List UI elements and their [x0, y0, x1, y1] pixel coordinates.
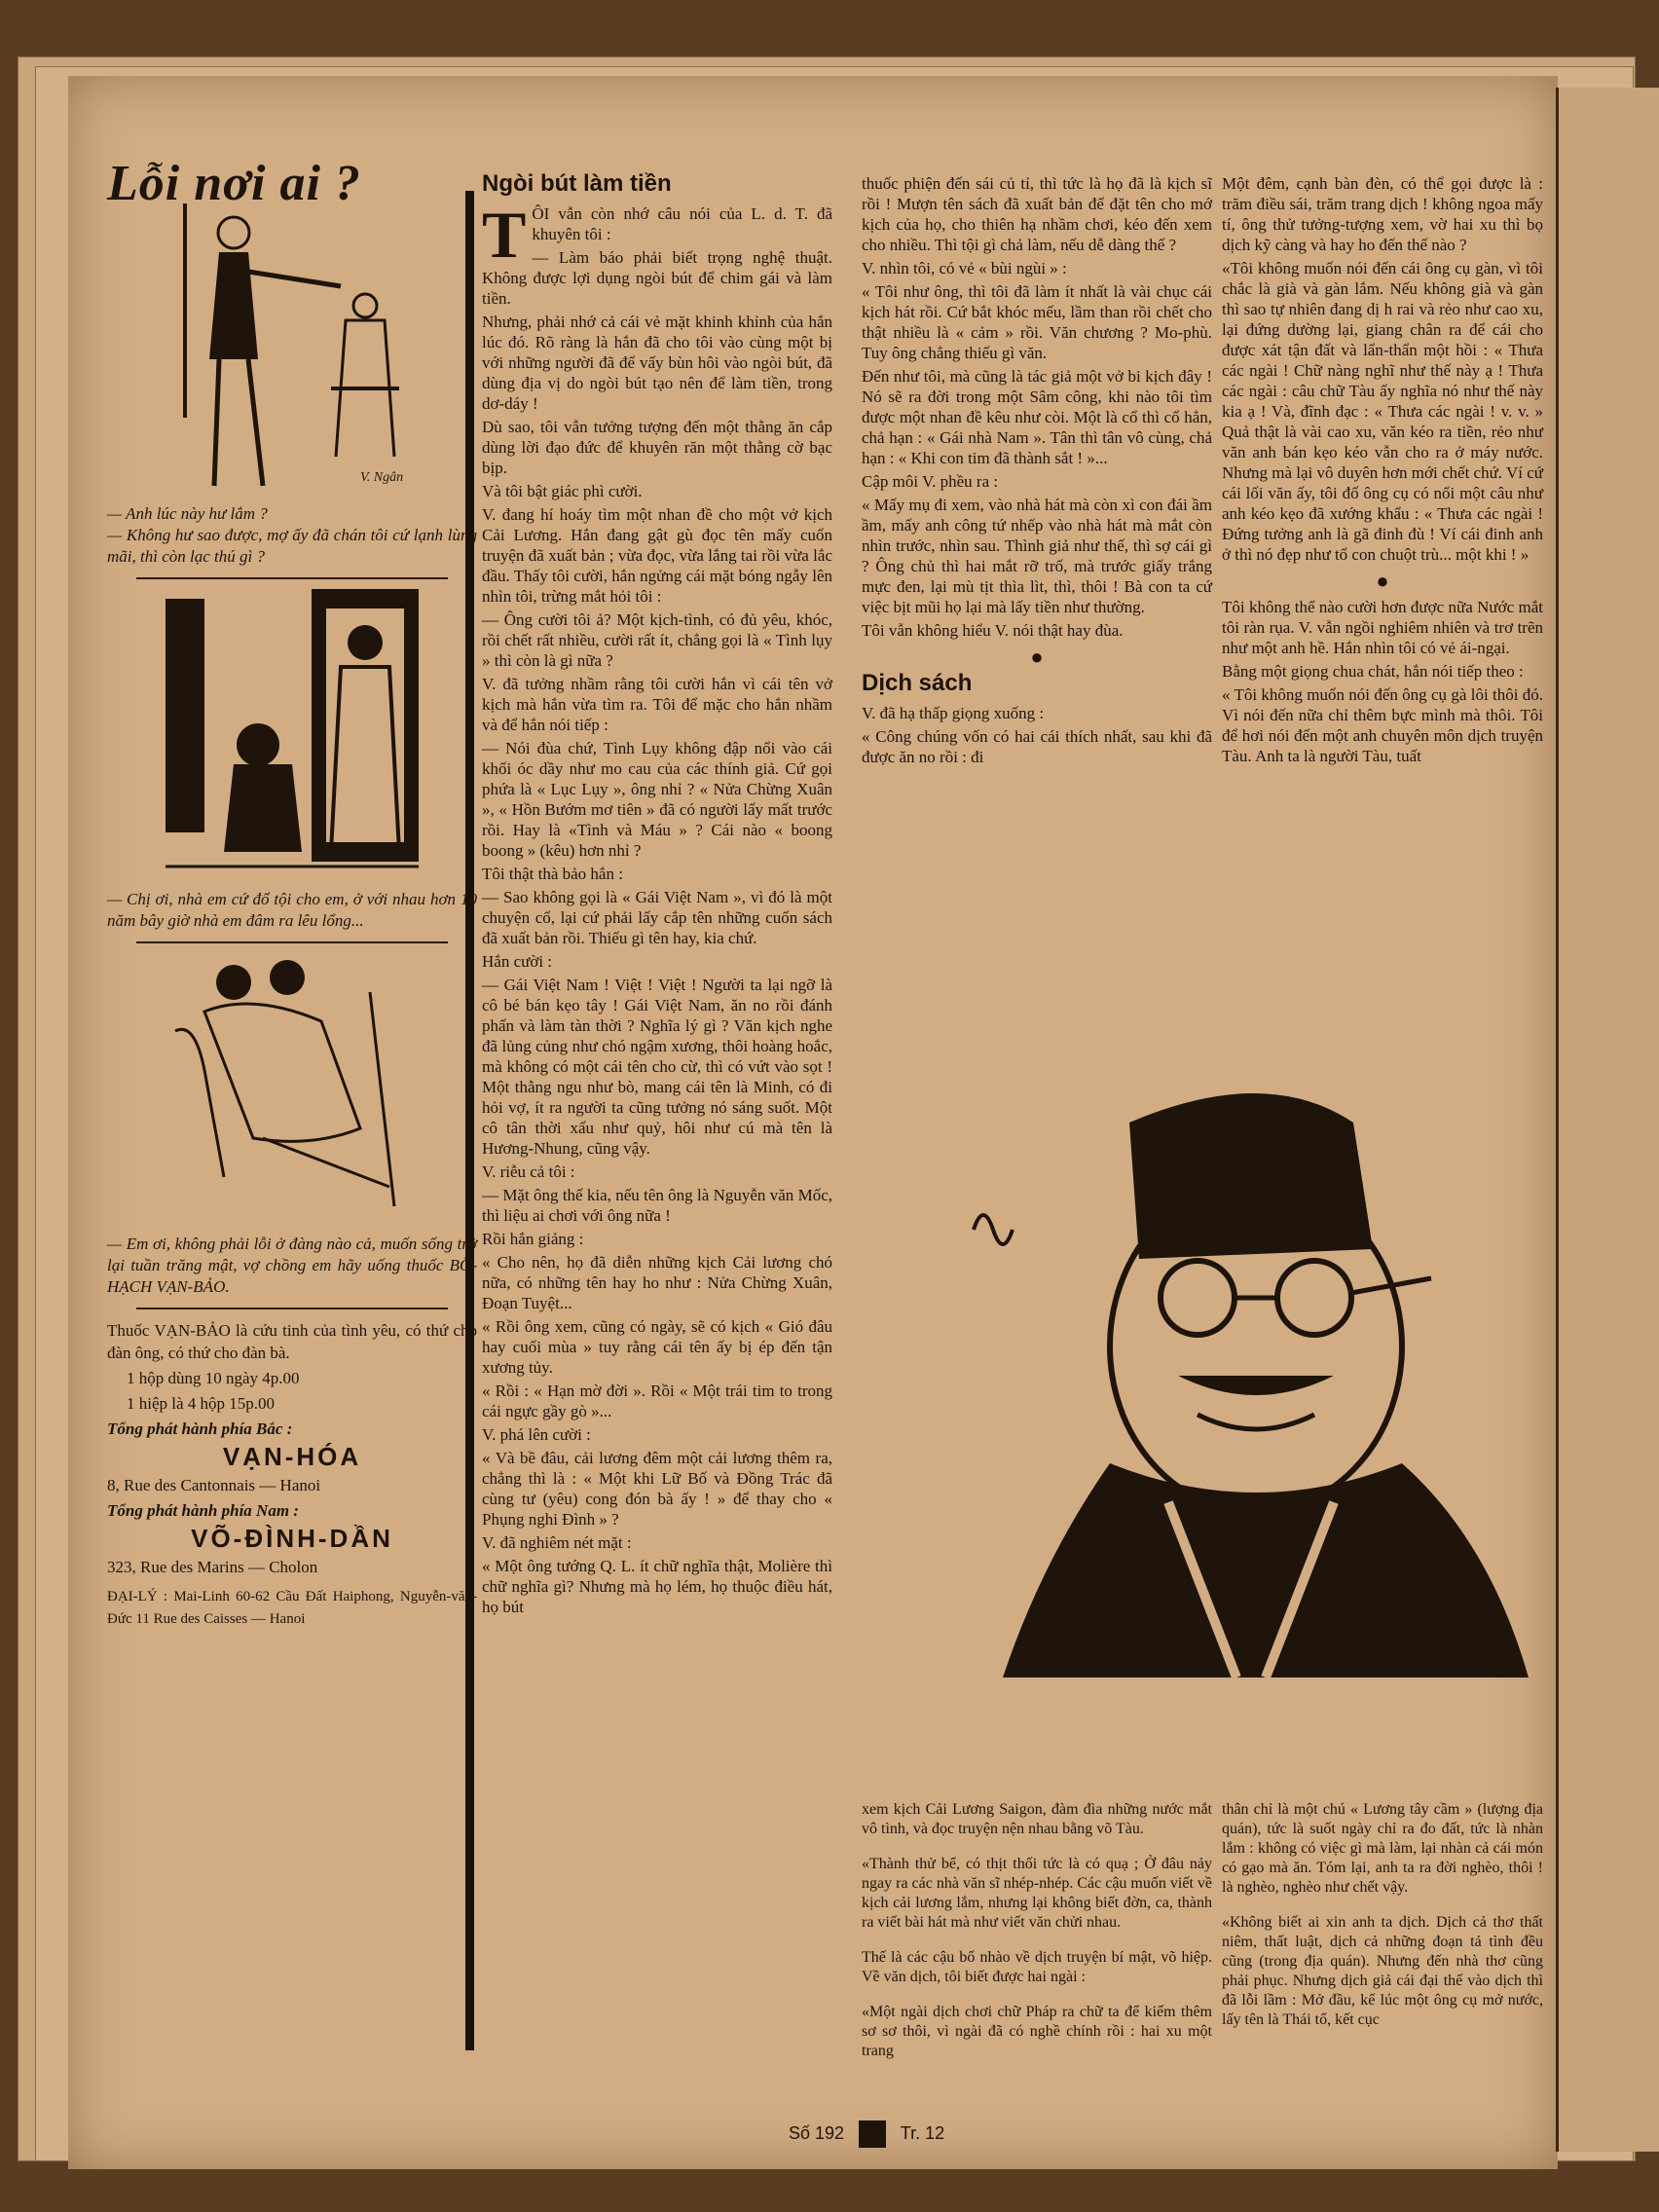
lower-column-3	[862, 1785, 1212, 2077]
paragraph: Thế là các cậu bổ nhào về dịch truyện bí mật, võ hiệp. Về văn dịch, tôi biết được hai ngài :	[862, 1949, 1212, 1985]
page-number: Tr. 12	[900, 2122, 945, 2143]
separator	[136, 941, 448, 943]
ad-price-1: 1 hộp dùng 10 ngày 4p.00	[127, 1369, 300, 1387]
ad-intro: Thuốc VẠN-BẢO là cứu tinh của tình yêu, có thứ cho đàn ông, có thứ cho đàn bà.	[107, 1321, 477, 1362]
paragraph: V. đã nghiêm nét mặt :	[482, 1533, 632, 1552]
cartoon-illustration-3	[166, 953, 419, 1226]
paragraph: — Nói đùa chứ, Tình Lụy không đập nổi vào cái khối óc dầy như mo cau của các thính giả. Cứ gọi phứa là « Lục Lụy », ông nhỉ ? « Nửa Chừng Xuân », « Hồn Bướm mơ tiên » đã có người lấy mất trước rồi. Hay là «Tình và Máu » ? Cái nào « boong boong » (kêu) hơn nhỉ ?	[482, 739, 832, 860]
cartoon-signature: V. Ngân	[360, 470, 404, 485]
paragraph: « Công chúng vốn có hai cái thích nhất, sau khi đã được ăn no rồi : đi	[862, 727, 1212, 766]
separator	[136, 1308, 448, 1309]
paragraph: ÔI vẫn còn nhớ câu nói của L. d. T. đã khuyên tôi :	[532, 204, 832, 243]
paragraph: « Rồi ông xem, cũng có ngày, sẽ có kịch « Gió đâu hay cuối mùa » tuy rằng cái tên ấy bị ép đến tận xương tủy.	[482, 1317, 832, 1377]
ad-price-2: 1 hiệp là 4 hộp 15p.00	[127, 1394, 276, 1413]
paragraph: V. đã hạ thấp giọng xuống :	[862, 704, 1045, 722]
paragraph: «Thành thử bể, có thịt thối tức là có quạ ; Ở đâu nảy ngay ra các nhà văn sĩ nhép-nhép. Các cậu muốn viết về kịch cải lương lắm, nhưng lại không biết đờn, ca, thành ra viết bài hát mà như viết văn chửi nhau.	[862, 1856, 1212, 1931]
page-title: Lỗi nơi ai ?	[107, 156, 361, 211]
newspaper-page	[68, 76, 1558, 2169]
paragraph: Rồi hắn giảng :	[482, 1230, 584, 1248]
drop-cap: T	[482, 198, 527, 272]
paragraph: Tôi không thể nào cười hơn được nữa Nước mắt tôi ràn rụa. V. vẫn ngồi nghiêm nhiên và trơ trẽn như một anh hề. Hắn nhìn tôi có vẻ ái-ngại.	[1222, 598, 1543, 657]
paragraph: thân chỉ là một chú « Lương tây cầm » (lượng địa quán), tức là suốt ngày chỉ ra đo đất, tức là nhàn lắm : không có việc gì mà làm, lại nhàn cả cái món có gạo mà ăn. Tóm lại, anh ta ra đời nghèo, thôi ! là nghèo, nghèo như chết vậy.	[1222, 1801, 1543, 1896]
paragraph: « Mấy mụ đi xem, vào nhà hát mà còn xì con đái ầm ầm, mấy anh công tứ nhếp vào nhà hát mà mắt còn nhìn trước, nhìn sau. Thình giả như thế, thì sợ cái gì ? Ông chủ thì hai mắt rỡ trố, mà trước giấy trắng mực đen, lại mù tịt thìa lìt, thì, thôi ! Bà con ta cứ việc bịt mũi họ lại mà lấy tiền như thường.	[862, 496, 1212, 616]
paragraph: Và tôi bật giác phì cười.	[482, 482, 643, 500]
paragraph: V. đã tưởng nhầm rằng tôi cười hắn vì cái tên vở kịch mà hắn vừa tìm ra. Tôi để mặc cho hắn nhầm và để hắn nói tiếp :	[482, 675, 832, 734]
column-4-after	[1222, 597, 1543, 766]
subheading-dich-sach: Dịch sách	[862, 670, 973, 696]
cartoon-caption-2: — Chị ơi, nhà em cứ đổ tội cho em, ở với nhau hơn 10 năm bây giờ nhà em đâm ra lêu lổng...	[107, 890, 477, 930]
paragraph: V. riễu cả tôi :	[482, 1162, 575, 1181]
ad-south-address: 323, Rue des Marins — Cholon	[107, 1558, 318, 1576]
lower-column-4	[1222, 1785, 1543, 2046]
ad-south-label: Tổng phát hành phía Nam :	[107, 1501, 299, 1520]
ad-north-address: 8, Rue des Cantonnais — Hanoi	[107, 1476, 321, 1494]
paragraph: Cập môi V. phều ra :	[862, 472, 999, 491]
paragraph: — Gái Việt Nam ! Việt ! Việt ! Người ta lại ngỡ là cô bé bán kẹo tây ! Gái Việt Nam, ăn no rồi đánh phấn và làm tàn thời ? Nghĩa lý gì ? Văn kịch nghe đã lủng củng như chó ngậm xương, thôi hoàng hoắc, mà không có một cái tên cho cừ, thì có vứt vào sọt ! Một thằng ngu như bò, mang cái tên là Minh, có đi hỏi vợ, ít ra người ta cũng tưởng nó sáng suốt. Một cô tân thời xấu như quỷ, hôi như cú mà tên là Hương-Nhung, cũng vậy.	[482, 976, 832, 1158]
paragraph: « Tôi không muốn nói đến ông cụ gà lôi thôi đó. Vì nói đến nữa chỉ thêm bực mình mà thôi. Tôi để hơi nói đến một anh chuyên môn dịch truyện Tàu. Anh ta là người Tàu, tuất	[1222, 685, 1543, 765]
ad-south-name: VÕ-ĐÌNH-DẦN	[191, 1524, 393, 1553]
paragraph: « Rồi : « Hạn mờ đời ». Rồi « Một trái tim to trong cái ngực gầy gò »...	[482, 1382, 832, 1420]
paragraph: Bằng một giọng chua chát, hắn nói tiếp theo :	[1222, 662, 1524, 681]
paragraph: Hắn cười :	[482, 952, 553, 971]
paragraph: « Cho nên, họ đã diễn những kịch Cải lương chó nữa, có những tên hay ho như : Nửa Chừng Xuân, Đoạn Tuyệt...	[482, 1253, 832, 1312]
issue-number: Số 192	[789, 2122, 845, 2143]
cartoon-column	[107, 156, 477, 1634]
paragraph: V. đang hí hoáy tìm một nhan đề cho một vở kịch Cải Lương. Hắn đang gật gù đọc tên mấy cuốn truyện đã xuất bản ; vừa đọc, vừa lắng tai rồi vừa lắc đầu. Thấy tôi cười, hắn ngửng cái mặt bóng ngẫy lên nhìn tôi, trừng mắt hỏi tôi :	[482, 505, 832, 606]
caricature-portrait	[944, 1054, 1587, 1697]
paragraph: «Tôi không muốn nói đến cái ông cụ gàn, vì tôi chắc là già và gàn lắm. Nếu không già và gàn thì sao tự nhiên đang dị h rai và rẻo như cao xu, lại đứng dường lại, giang chân ra để cái cho được xát tận đất và lẩn-thẩn một hồi : « Thưa các ngài ! Chữ nàng nghĩ như thế này ạ ! Thưa các ngài : câu chữ Tàu ấy nghĩa nó như thế này kia ạ ! Và, đĩnh đạc : « Thưa các ngài ! v. v. » Quả thật là vài cao xu, văn kéo ra tiền, rẻo như văn anh bán kẹo kéo vẫn cho ra ở máy nước. Nhưng mà lại vô duyên hơn mới chết chứ. Ví cứ cái lối văn ấy, tôi đố ông cụ có nổi một câu như anh kéo kẹo đã xướng khẩu : « Thưa các ngài ! Đứng tưởng anh là gã đinh đù ! Ví cái đinh anh ở thì nó đẹp như tổ con chuột trù... một khi ! »	[1222, 259, 1543, 564]
paragraph: — Làm báo phải biết trọng nghệ thuật. Không được lợi dụng ngòi bút để chim gái và làm tiền.	[482, 248, 832, 308]
article-continued	[862, 173, 1212, 641]
paragraph: xem kịch Cải Lương Saigon, đàm đìa những nước mắt vô tình, và đọc truyện nện nhau bằng võ Tàu.	[862, 1801, 1212, 1837]
cartoon-caption-1: — Anh lúc này hư lắm ? — Không hư sao được, mợ ấy đã chán tôi cứ lạnh lùng mãi, thì còn lạc thú gì ?	[107, 504, 477, 566]
paragraph: V. phá lên cười :	[482, 1425, 591, 1444]
paragraph: Một đêm, cạnh bàn đèn, có thể gọi được là : trăm điều sái, trăm trang dịch ! không ngoa mấy tí, ông thử tưởng-tượng xem, vờ hai xu thì bọ dịch kỹ càng và hay ho đến thế nào ?	[1222, 174, 1543, 254]
cartoon-caption-3: — Em ơi, không phải lỗi ở đàng nào cả, muốn sống trở lại tuần trăng mật, vợ chồng em hãy uống thuốc BỔ-HẠCH VẠN-BẢO.	[107, 1235, 477, 1296]
paragraph: Tôi vẫn không hiểu V. nói thật hay đùa.	[862, 621, 1124, 640]
paragraph: Tôi thật thà bảo hắn :	[482, 865, 623, 883]
article-heading: Ngòi bút làm tiền	[482, 170, 672, 197]
adjacent-page-edge	[1556, 88, 1659, 2152]
cartoon-illustration-2	[166, 589, 419, 881]
column-4-body	[1222, 173, 1543, 565]
paragraph: — Ông cười tôi ả? Một kịch-tình, có đủ yêu, khóc, rồi chết rất nhiều, cười rất ít, chẳng gọi là « Tình lụy » thì còn là gì nữa ?	[482, 610, 832, 670]
paragraph: — Sao không gọi là « Gái Việt Nam », vì đó là một chuyện cổ, lại cứ phải lấy cắp tên những cuốn sách đã xuất bản rồi. Thiếu gì tên hay, kia chứ.	[482, 888, 832, 947]
separator	[136, 577, 448, 579]
ad-agent: ĐẠI-LÝ : Mai-Linh 60-62 Cầu Đất Haiphong, Nguyễn-văn-Đức 11 Rue des Caisses — Hanoi	[107, 1589, 477, 1627]
paragraph: «Không biết ai xin anh ta dịch. Dịch cả thơ thất niêm, thất luật, dịch cả những đoạn tả tình đều cũng (trong địa quán). Nhưng đến nhà thơ cũng phải phục. Nhưng dịch giả cái đại thế vào dịch thì đã lỗi lầm : Mở đầu, kể lúc một ông cụ mở nước, lấy tên là Thái tổ, kết cục	[1222, 1914, 1543, 2028]
paragraph: V. nhìn tôi, có vẻ « bùi ngùi » :	[862, 259, 1067, 277]
paragraph: « Và bề đâu, cải lương đêm một cải lương thêm ra, chẳng thì là : « Một khi Lữ Bố và Đồng Trác đã cùng tư (yêu) cong đón bà ấy ! » để thay cho « Phụng nghi Đình » ?	[482, 1449, 832, 1529]
paragraph: — Mặt ông thế kia, nếu tên ông là Nguyễn văn Mốc, thì liệu ai chơi với ông nữa !	[482, 1186, 832, 1225]
article-body	[482, 198, 832, 1617]
paragraph: «Một ngài dịch chơi chữ Pháp ra chữ ta để kiếm thêm sơ sơ thôi, vì ngài đã có nghề chính rồi : hai xu một trang	[862, 2004, 1212, 2059]
cartoon-illustration-1	[166, 203, 419, 496]
section-bullet: ●	[1376, 569, 1389, 593]
article-column-1	[482, 170, 832, 1620]
ad-north-name: VẠN-HÓA	[222, 1442, 362, 1471]
footer-logo-icon	[859, 2120, 886, 2148]
article-column-3	[1222, 173, 1543, 769]
paragraph: « Tôi như ông, thì tôi đã làm ít nhất là vài chục cái kịch hát rồi. Cứ bắt khóc mếu, lầm than rồi chết cho thật nhiều là « cảm » rồi. Văn chương ? Mo-phù. Tuy ông chẳng thiếu gì văn.	[862, 282, 1212, 362]
paragraph: Đến như tôi, mà cũng là tác giả một vở bi kịch đây ! Nó sẽ ra đời trong một Sâm công, khi nào tôi tìm được một nhan đề kêu như còi. Một là cổ thì cổ hẳn, chả hạn : « Gái nhà Nam ». Tân thì tân vô cùng, chả hạn : « Khi con tim đã thành sắt ! »...	[862, 367, 1212, 467]
article-column-2	[862, 173, 1212, 770]
dich-sach-body	[862, 703, 1212, 767]
paragraph: Nhưng, phải nhớ cả cái vẻ mặt khinh khỉnh của hắn lúc đó. Rõ ràng là hắn đã cho tôi vào cùng một bị với những người đã để vấy bùn hôi vào ngòi bút, đã dùng địa vị do ngòi bút tạo nên để làm tiền, trong dơ-dáy !	[482, 313, 832, 413]
page-footer	[789, 2120, 944, 2148]
section-bullet: ●	[1030, 645, 1044, 669]
ad-block	[107, 1319, 477, 1631]
paragraph: « Một ông tướng Q. L. ít chữ nghĩa thật, Molière thì chữ nghĩa gì? Nhưng mà họ lém, họ thuộc điều hát, họ bút	[482, 1557, 832, 1616]
paragraph: thuốc phiện đến sái củ tỉ, thì tức là họ đã là kịch sĩ rồi ! Mượn tên sách đã xuất bản để đặt tên cho mớ kịch của họ, cho thiên hạ nhầm chơi, kéo đến xem cho nhiều. Thì tội gì chả làm, nếu dễ dàng thế ?	[862, 174, 1212, 254]
paragraph: Dù sao, tôi vẫn tưởng tượng đến một thằng ăn cắp dùng lời đạo đức để khuyên răn một thằng cờ bạc bịp.	[482, 418, 832, 477]
ad-north-label: Tổng phát hành phía Bắc :	[107, 1419, 293, 1438]
